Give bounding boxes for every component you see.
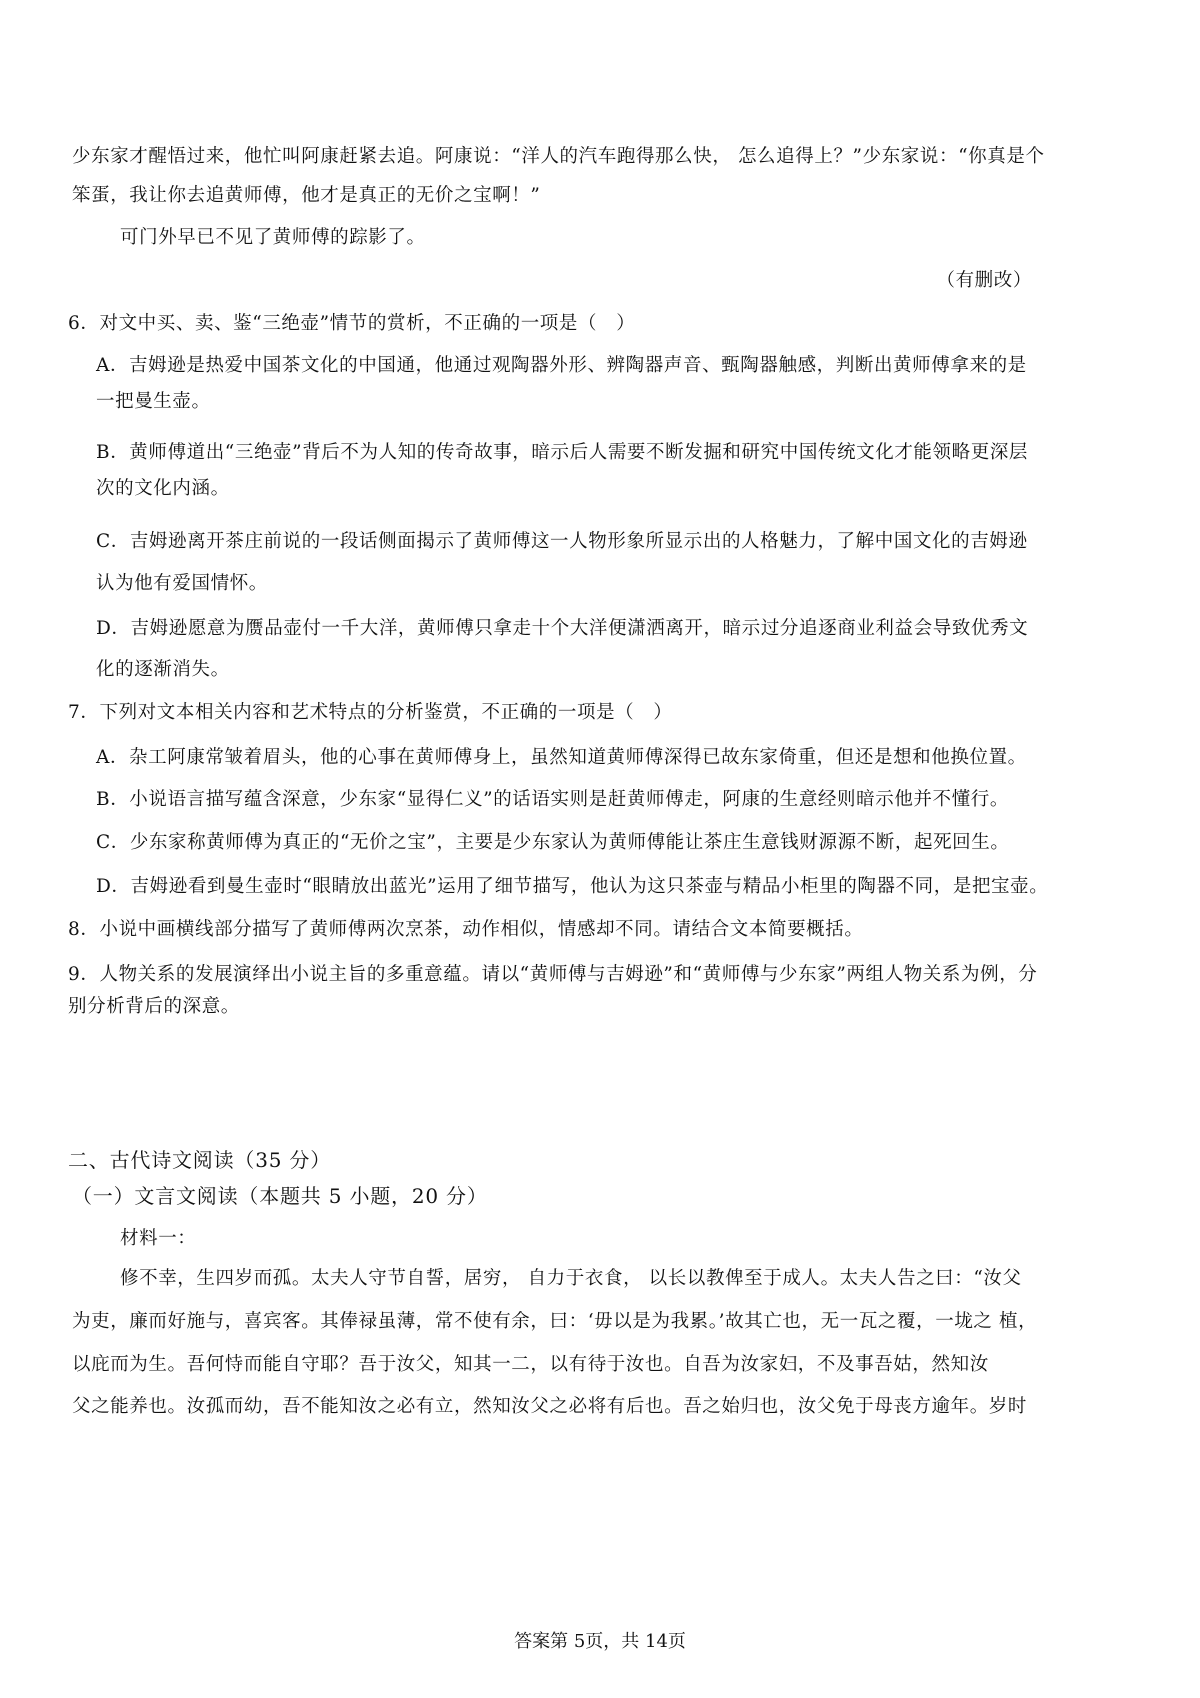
material-label: 材料一： bbox=[120, 1228, 197, 1249]
classical-text-line: 为吏，廉而好施与，喜宾客。其俸禄虽薄，常不使有余，曰：‘毋以是为我累。’故其亡也，无一瓦之覆，一垅之 植， bbox=[72, 1311, 1038, 1332]
option-c: C．少东家称黄师傅为真正的“无价之宝”，主要是少东家认为黄师傅能让茶庄生意钱财源源不断，起死回生。 bbox=[96, 832, 1010, 853]
question-stem: 9．人物关系的发展演绎出小说主旨的多重意蕴。请以“黄师傅与吉姆逊”和“黄师傅与少东家”两组人物关系为例，分 bbox=[68, 964, 1038, 985]
passage-line: 可门外早已不见了黄师傅的踪影了。 bbox=[120, 227, 426, 248]
option-d-cont: 化的逐渐消失。 bbox=[96, 659, 230, 680]
option-c: C．吉姆逊离开茶庄前说的一段话侧面揭示了黄师傅这一人物形象所显示出的人格魅力，了解中国文化的吉姆逊 bbox=[96, 531, 1028, 552]
option-b: B．黄师傅道出“三绝壶”背后不为人知的传奇故事，暗示后人需要不断发掘和研究中国传统文化才能领略更深层 bbox=[96, 442, 1029, 463]
question-stem: 7．下列对文本相关内容和艺术特点的分析鉴赏，不正确的一项是（ ） bbox=[68, 702, 673, 723]
revision-note: （有删改） bbox=[936, 270, 1032, 291]
option-c-cont: 认为他有爱国情怀。 bbox=[96, 573, 268, 594]
classical-text-line: 以庇而为生。吾何恃而能自守耶？吾于汝父，知其一二，以有待于汝也。自吾为汝家妇，不及事吾姑，然知汝 bbox=[72, 1354, 989, 1375]
passage-line: 笨蛋，我让你去追黄师傅，他才是真正的无价之宝啊！” bbox=[72, 185, 541, 206]
option-b-cont: 次的文化内涵。 bbox=[96, 478, 230, 499]
option-d: D．吉姆逊愿意为赝品壶付一千大洋，黄师傅只拿走十个大洋便潇洒离开，暗示过分追逐商业利益会导致优秀文 bbox=[96, 618, 1029, 639]
option-d: D．吉姆逊看到曼生壶时“眼睛放出蓝光”运用了细节描写，他认为这只茶壶与精品小柜里的陶器不同，是把宝壶。 bbox=[96, 876, 1049, 897]
subsection-title: （一）文言文阅读（本题共 5 小题，20 分） bbox=[72, 1184, 488, 1208]
option-b: B．小说语言描写蕴含深意，少东家“显得仁义”的话语实则是赶黄师傅走，阿康的生意经则暗示他并不懂行。 bbox=[96, 789, 1009, 810]
option-a: A．吉姆逊是热爱中国茶文化的中国通，他通过观陶器外形、辨陶器声音、甄陶器触感，判断出黄师傅拿来的是 bbox=[96, 355, 1027, 376]
section-title: 二、古代诗文阅读（35 分） bbox=[68, 1148, 332, 1172]
classical-text-line: 父之能养也。汝孤而幼，吾不能知汝之必有立，然知汝父之必将有后也。吾之始归也，汝父免于母丧方逾年。岁时 bbox=[72, 1396, 1028, 1417]
page-footer: 答案第 5页，共 14页 bbox=[514, 1631, 686, 1652]
question-8: 8．小说中画横线部分描写了黄师傅两次烹茶，动作相似，情感却不同。请结合文本简要概括。 bbox=[68, 919, 864, 940]
passage-line: 少东家才醒悟过来，他忙叫阿康赶紧去追。阿康说：“洋人的汽车跑得那么快， 怎么追得上？”少东家说：“你真是个 bbox=[72, 146, 1045, 167]
option-a-cont: 一把曼生壶。 bbox=[96, 391, 211, 412]
option-a: A．杂工阿康常皱着眉头，他的心事在黄师傅身上，虽然知道黄师傅深得已故东家倚重，但还是想和他换位置。 bbox=[96, 747, 1027, 768]
classical-text-line: 修不幸，生四岁而孤。太夫人守节自誓，居穷， 自力于衣食， 以长以教俾至于成人。太夫人告之曰：“汝父 bbox=[120, 1268, 1022, 1289]
question-stem: 6．对文中买、卖、鉴“三绝壶”情节的赏析，不正确的一项是（ ） bbox=[68, 313, 636, 334]
question-stem-cont: 别分析背后的深意。 bbox=[68, 996, 240, 1017]
